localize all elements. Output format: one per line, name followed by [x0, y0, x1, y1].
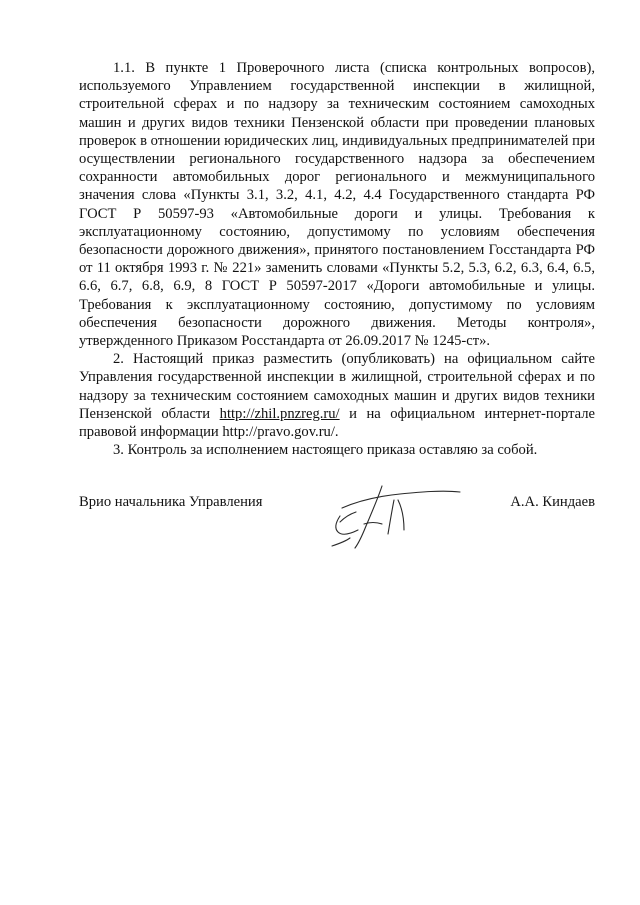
- signer-name: А.А. Киндаев: [510, 494, 595, 510]
- order-body: [79, 59, 595, 459]
- signer-position: Врио начальника Управления: [79, 494, 263, 510]
- paragraph-2-text-after: и на официальном интернет-портале правовой информации http://pravo.gov.ru/.: [79, 405, 595, 441]
- paragraph-2: [79, 350, 595, 441]
- paragraph-2-text-before: 2. Настоящий приказ разместить (опубликовать) на официальном сайте Управления государственной инспекции в жилищной, строительной сферах и по надзору за техническим состоянием самоходных машин и других видов техники Пензенской области: [79, 351, 595, 422]
- paragraph-3: 3. Контроль за исполнением настоящего приказа оставляю за собой.: [113, 442, 538, 459]
- paragraph-1-1: 1.1. В пункте 1 Проверочного листа (списка контрольных вопросов), используемого Управлением государственной инспекции в жилищной, строительной сферах и по надзору за техническим состоянием самоходных машин и других видов техники Пензенской области при проведении плановых проверок в отношении юридических лиц, индивидуальных предпринимателей при осуществлении регионального государственного надзора за обеспечением сохранности автомобильных дорог регионального и межмуниципального значения слова «Пункты 3.1, 3.2, 4.1, 4.2, 4.4 Государственного стандарта РФ ГОСТ Р 50597-93 «Автомобильные дороги и улицы. Требования к эксплуатационному состоянию, допустимому по условиям обеспечения безопасности дорожного движения», принятого постановлением Госстандарта РФ от 11 октября 1993 г. № 221» заменить словами «Пункты 5.2, 5.3, 6.2, 6.3, 6.4, 6.5, 6.6, 6.7, 6.8, 6.9, 8 ГОСТ Р 50597-2017 «Дороги автомобильные и улицы. Требования к эксплуатационному состоянию, допустимому по условиям обеспечения безопасности дорожного движения. Методы контроля», утвержденного Приказом Росстандарта от 26.09.2017 № 1245-ст».: [79, 60, 595, 350]
- website-link[interactable]: http://zhil.pnzreg.ru/: [219, 405, 340, 422]
- handwritten-signature: [320, 478, 465, 558]
